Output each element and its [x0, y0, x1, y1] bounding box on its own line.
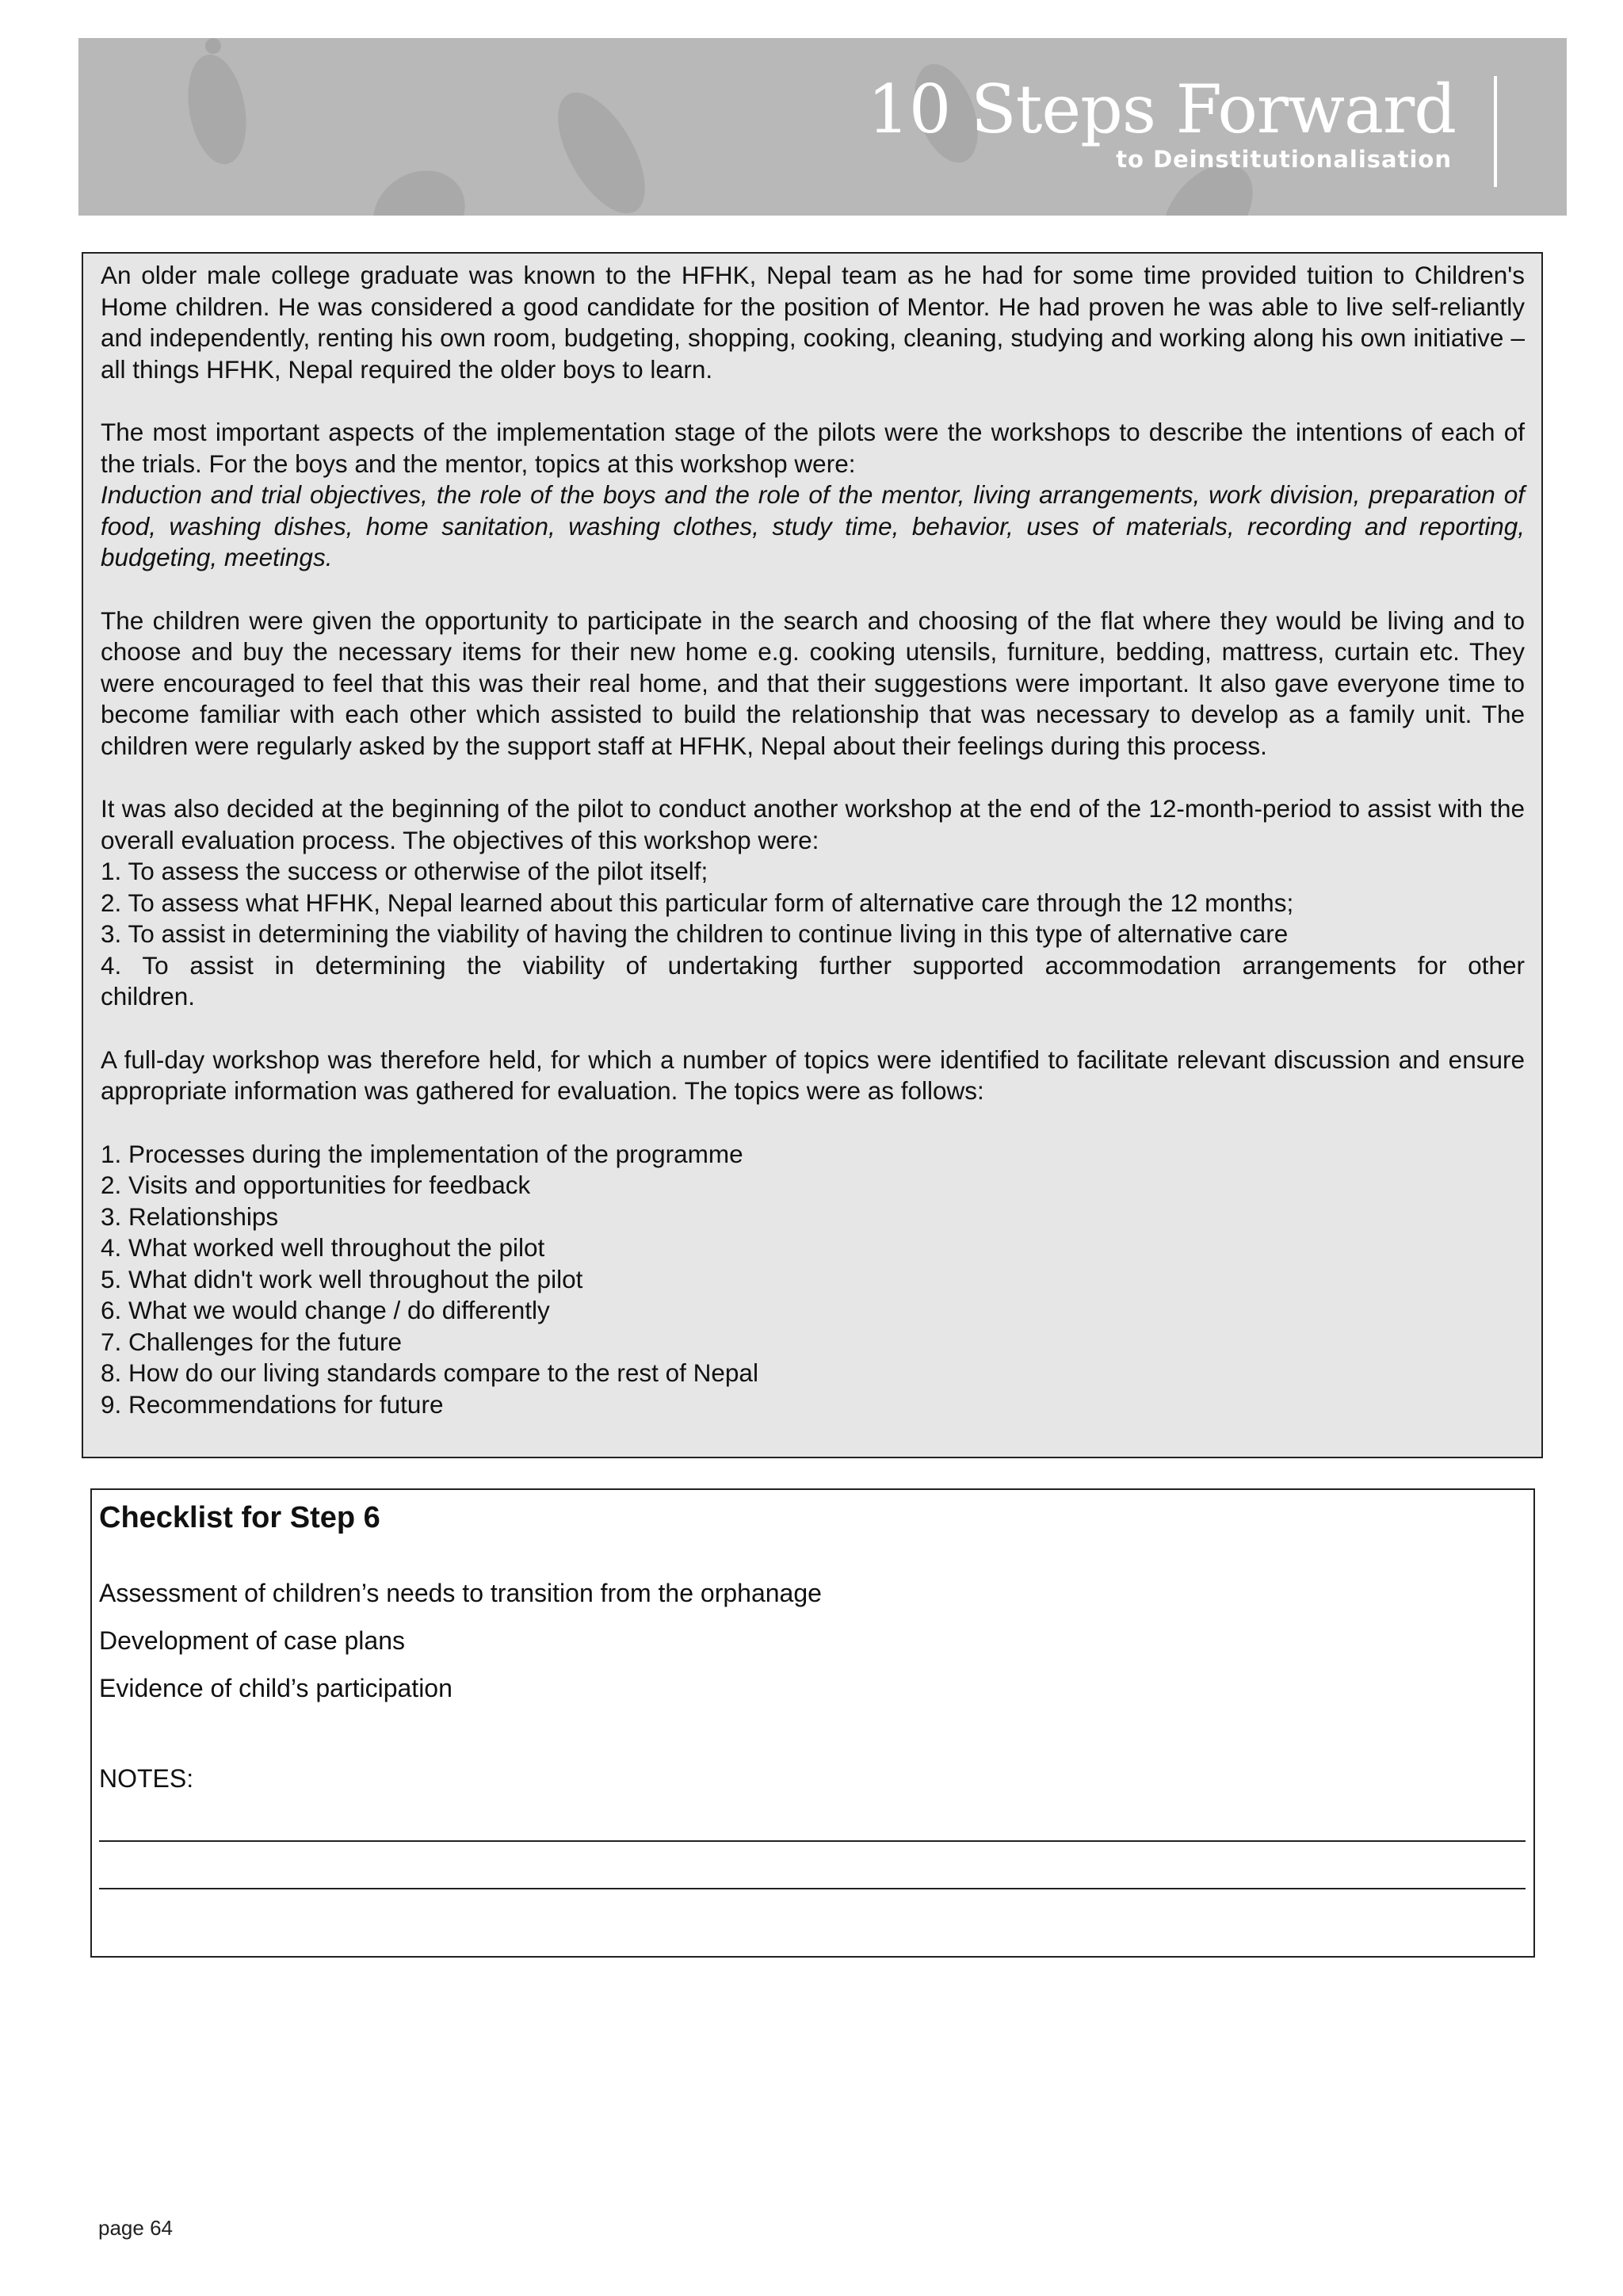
topic-item: 1. Processes during the implementation of the programme [101, 1139, 743, 1168]
objective-item: 3. To assist in determining the viability of having the children to continue living in this type of alternative care [101, 919, 1289, 948]
topic-item: 9. Recommendations for future [101, 1389, 444, 1419]
paragraph-workshop-topics: Induction and trial objectives, the role of the boys and the role of the mentor, living arrangements, work division, preparation of food, washing dishes, home sanitation, washing clothes, study time, behavior, uses of materials, recording and reporting, budgeting, meetings. [101, 480, 1525, 571]
objective-item: 2. To assess what HFHK, Nepal learned about this particular form of alternative care through the 12 months; [101, 888, 1294, 917]
page-number: page 64 [98, 2216, 173, 2240]
banner-title: 10 Steps Forward [867, 71, 1456, 148]
checklist-title: Checklist for Step 6 [99, 1501, 380, 1534]
checklist-item: Development of case plans [99, 1626, 405, 1655]
topic-item: 6. What we would change / do differently [101, 1296, 550, 1324]
footprint-decoration [358, 155, 480, 216]
topic-item: 8. How do our living standards compare to the rest of Nepal [101, 1358, 758, 1387]
checklist-item: Evidence of child’s participation [99, 1674, 453, 1702]
topic-item: 7. Challenges for the future [101, 1327, 402, 1356]
topic-item: 2. Visits and opportunities for feedback [101, 1171, 531, 1199]
case-study-box [82, 252, 1543, 1458]
notes-line[interactable] [99, 1840, 1526, 1842]
paragraph-full-day-workshop: A full-day workshop was therefore held, for which a number of topics were identified to facilitate relevant discussion and ensure appropriate information was gathered for evaluation. The topics were as follows: [101, 1045, 1525, 1105]
notes-label: NOTES: [99, 1764, 194, 1793]
paragraph-evaluation: It was also decided at the beginning of the pilot to conduct another workshop at the end of the 12-month-period to assist with the overall evaluation process. The objectives of this workshop were: [101, 794, 1525, 854]
footprint-decoration [180, 50, 254, 169]
topic-item: 3. Relationships [101, 1201, 279, 1231]
footprint-decoration [540, 78, 663, 216]
footprint-toe [205, 38, 221, 54]
header-banner [78, 38, 1567, 216]
paragraph-flat-search: The children were given the opportunity to participate in the search and choosing of the flat where they would be living and to choose and buy the necessary items for their new home e.g. cooking utensils, furniture, bedding, mattress, curtain etc. They were encouraged to feel that this was their real home, and that their suggestions were important. It also gave everyone time to become familiar with each other which assisted to build the relationship that was necessary to develop as a family unit. The children were regularly asked by the support staff at HFHK, Nepal about their feelings during this process. [101, 606, 1525, 760]
checklist-box [90, 1488, 1535, 1958]
topic-item: 4. What worked well throughout the pilot [101, 1233, 545, 1262]
banner-divider [1494, 76, 1497, 187]
topic-item: 5. What didn't work well throughout the pilot [101, 1264, 583, 1293]
banner-subtitle: to Deinstitutionalisation [1116, 146, 1452, 173]
checklist-item: Assessment of children’s needs to transition from the orphanage [99, 1579, 822, 1607]
objective-item: 1. To assess the success or otherwise of the pilot itself; [101, 857, 708, 885]
paragraph-mentor: An older male college graduate was known to the HFHK, Nepal team as he had for some time provided tuition to Children's Home children. He was considered a good candidate for the position of Mentor. He had proven he was able to live self-reliantly and independently, renting his own room, budgeting, shopping, cooking, cleaning, studying and working along his own initiative – all things HFHK, Nepal required the older boys to learn. [101, 261, 1525, 384]
paragraph-workshops: The most important aspects of the implementation stage of the pilots were the workshops to describe the intentions of each of the trials. For the boys and the mentor, topics at this workshop were: [101, 418, 1525, 478]
notes-line[interactable] [99, 1888, 1526, 1889]
objective-item: 4. To assist in determining the viability of undertaking further supported accommodation arrangements for other [101, 950, 1525, 980]
objective-item: children. [101, 982, 196, 1010]
